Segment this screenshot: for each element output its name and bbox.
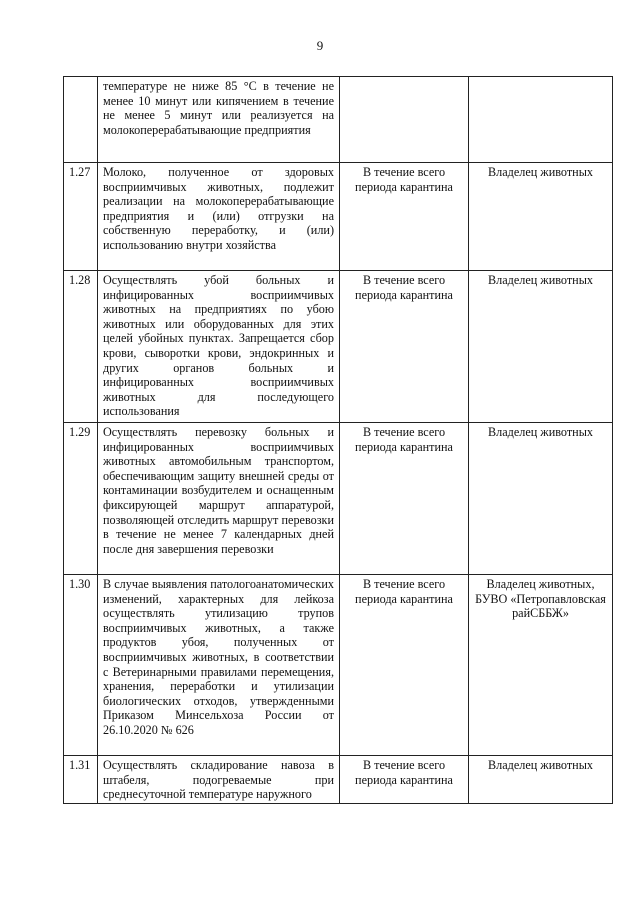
measure-text: Осуществлять складирование навоза в штабеля, подогреваемые при среднесуточной температуре наружного [98,756,340,804]
measure-responsible: Владелец животных [469,271,613,423]
row-number: 1.28 [64,271,98,423]
table-row [64,756,613,804]
measure-text: Осуществлять перевозку больных и инфицированных восприимчивых животных автомобильным транспортом, обеспечивающим защиту внешней среды от контаминации возбудителем и оснащенным фиксирующей маршрут аппаратурой, позволяющей отследить маршрут перевозки в течение не менее 7 календарных дней после дня завершения перевозки [98,423,340,575]
measure-responsible: Владелец животных [469,423,613,575]
measure-text: температуре не ниже 85 °С в течение не менее 10 минут или кипячением в течение не менее 5 минут или реализуется на молокоперерабатывающие предприятия [98,77,340,163]
row-number: 1.31 [64,756,98,804]
measure-responsible: Владелец животных, БУВО «Петропавловская райСББЖ» [469,575,613,756]
table-row [64,423,613,575]
measure-term: В течение всего периода карантина [340,163,469,271]
table-row [64,575,613,756]
measure-text: Осуществлять убой больных и инфицированных восприимчивых животных на предприятиях по убою животных или оборудованных для этих целей убойных пунктах. Запрещается сбор крови, сыворотки крови, эндокринных и других органов больных и инфицированных восприимчивых животных для последующего использования [98,271,340,423]
page-number: 9 [316,38,324,53]
measure-responsible: Владелец животных [469,756,613,804]
table-row [64,77,613,163]
measure-term: В течение всего периода карантина [340,271,469,423]
measure-responsible [469,77,613,163]
table-row [64,271,613,423]
row-number: 1.27 [64,163,98,271]
row-number: 1.29 [64,423,98,575]
measure-term: В течение всего периода карантина [340,423,469,575]
measure-term [340,77,469,163]
measure-term: В течение всего периода карантина [340,575,469,756]
measure-text: В случае выявления патологоанатомических изменений, характерных для лейкоза осуществлять утилизацию трупов восприимчивых животных, а также продуктов убоя, полученных от восприимчивых животных, в соответствии с Ветеринарными правилами перемещения, хранения, переработки и утилизации биологических отходов, утвержденными Приказом Минсельхоза России от 26.10.2020 № 626 [98,575,340,756]
measure-term: В течение всего периода карантина [340,756,469,804]
measures-table [63,76,613,804]
table-row [64,163,613,271]
row-number [64,77,98,163]
measure-responsible: Владелец животных [469,163,613,271]
row-number: 1.30 [64,575,98,756]
measure-text: Молоко, полученное от здоровых восприимчивых животных, подлежит реализации на молокоперерабатывающие предприятия и (или) отгрузки на собственную переработку, и (или) использованию внутри хозяйства [98,163,340,271]
